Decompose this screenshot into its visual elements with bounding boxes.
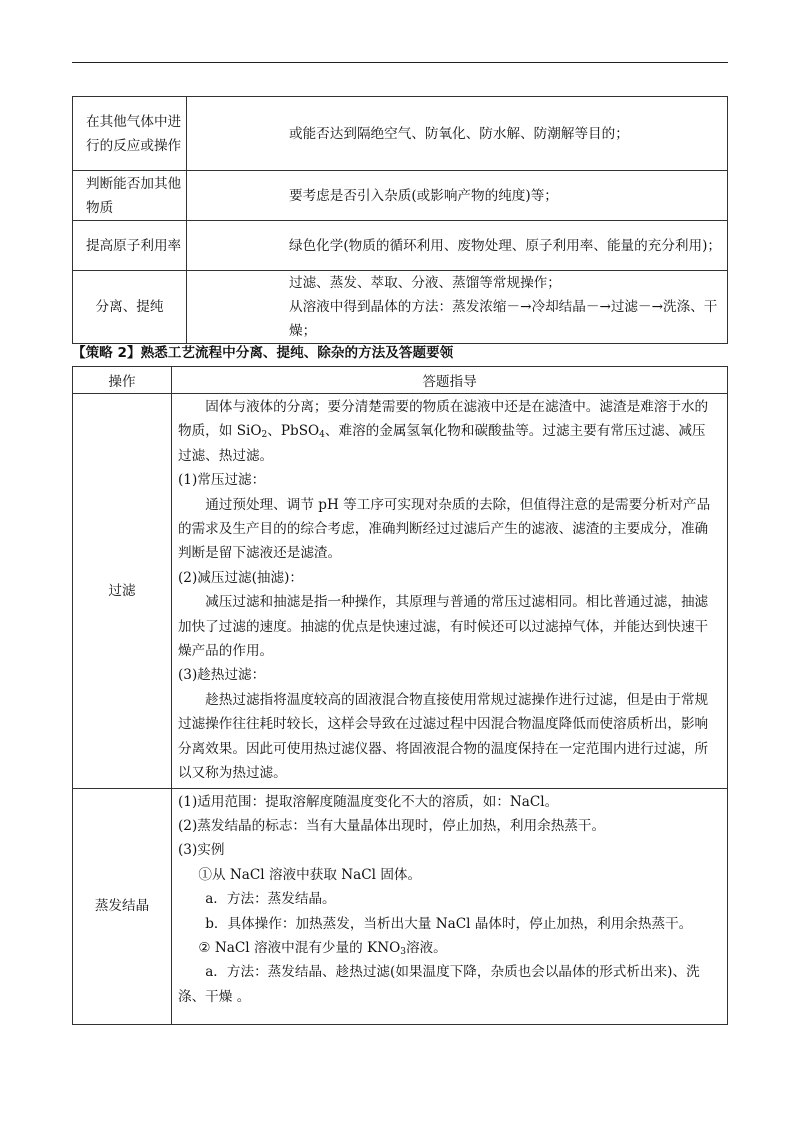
row-text — [187, 271, 728, 344]
text-fragment: 、PbSO — [267, 423, 320, 440]
table-row — [73, 171, 728, 221]
subheading-atmospheric: (1)常压过滤： — [178, 472, 266, 489]
evap-line: a．方法：蒸发结晶。 — [205, 891, 336, 908]
row-label: 判断能否加其他物质 — [73, 171, 187, 221]
header-rule — [72, 62, 728, 63]
conditions-table — [72, 96, 728, 344]
row-label-evaporation: 蒸发结晶 — [73, 788, 172, 1024]
row-label-filtration: 过滤 — [73, 394, 172, 789]
table-row — [73, 788, 728, 1024]
subheading-vacuum: (2)减压过滤(抽滤)： — [178, 569, 304, 586]
row-text — [187, 97, 728, 171]
evap-line: b．具体操作：加热蒸发，当析出大量 NaCl 晶体时，停止加热，利用余热蒸干。 — [205, 915, 693, 932]
filtration-guide — [172, 394, 728, 789]
subscript: 3 — [400, 946, 406, 957]
text-fragment: 固体与液体的分离；要分清楚需要的物质在滤液中还是在滤渣中。滤渣是难溶于水的物质，如 SiO — [178, 399, 709, 440]
evap-line: (3)实例 — [178, 842, 225, 859]
paragraph-atmospheric: 通过预处理、调节 pH 等工序可实现对杂质的去除，但值得注意的是需要分析对产品的需求及生产目的的综合考虑，准确判断经过过滤后产生的滤液、滤渣的主要成分，准确判断是留下滤液还是滤渣。 — [178, 496, 711, 562]
filtration-intro — [178, 395, 719, 468]
row-text — [187, 221, 728, 271]
table-row — [73, 394, 728, 789]
subheading-hot: (3)趁热过滤： — [178, 667, 266, 684]
paragraph-hot: 趁热过滤指将温度较高的固液混合物直接使用常规过滤操作进行过滤，但是由于常规过滤操作往往耗时较长，这样会导致在过滤过程中因混合物温度降低而使溶质析出，影响分离效果。因此可使用热过滤仪器、将固液混合物的温度保持在一定范围内进行过滤，所以又称为热过滤。 — [178, 691, 709, 782]
evap-line: (2)蒸发结晶的标志：当有大量晶体出现时，停止加热，利用余热蒸干。 — [178, 817, 606, 834]
strategy-heading: 【策略 2】熟悉工艺流程中分离、提纯、除杂的方法及答题要领 — [72, 345, 454, 361]
table-row — [73, 271, 728, 344]
row-text-line: 要考虑是否引入杂质(或影响产物的纯度)等； — [289, 187, 558, 204]
text-fragment: ② NaCl 溶液中混有少量的 KNO — [198, 939, 401, 956]
evap-line: (1)适用范围：提取溶解度随温度变化不大的溶质，如：NaCl。 — [178, 793, 559, 810]
row-text-line: 过滤、蒸发、萃取、分液、蒸馏等常规操作； — [289, 275, 561, 291]
row-text — [187, 171, 728, 221]
evap-line: a．方法：蒸发结晶、趁热过滤(如果温度下降，杂质也会以晶体的形式析出来)、洗涤、干燥 。 — [178, 964, 700, 1005]
row-label: 在其他气体中进行的反应或操作 — [73, 97, 187, 171]
subscript: 2 — [261, 430, 268, 441]
table-header-row — [73, 367, 728, 394]
separation-methods-table — [72, 366, 728, 1025]
subscript: 4 — [319, 430, 325, 441]
evap-line — [178, 936, 719, 960]
column-header-guide: 答题指导 — [172, 367, 728, 394]
column-header-operation: 操作 — [73, 367, 172, 394]
text-fragment: 、难溶的金属氢氧化物和碳酸盐等。过滤主要有常压过滤、减压过滤、热过滤。 — [178, 423, 706, 464]
evaporation-guide — [172, 788, 728, 1024]
row-label: 提高原子利用率 — [73, 221, 187, 271]
paragraph-vacuum: 减压过滤和抽滤是指一种操作，其原理与普通的常压过滤相同。相比普通过滤，抽滤加快了过滤的速度。抽滤的优点是快速过滤，有时候还可以过滤掉气体，并能达到快速干燥产品的作用。 — [178, 594, 709, 660]
text-fragment: 溶液。 — [405, 939, 447, 956]
table-row — [73, 97, 728, 171]
row-text-line: 从溶液中得到晶体的方法：蒸发浓缩－→冷却结晶－→过滤－→洗涤、干燥； — [289, 299, 718, 339]
row-text-line: 或能否达到隔绝空气、防氧化、防水解、防潮解等目的； — [289, 125, 629, 142]
evap-line: ①从 NaCl 溶液中获取 NaCl 固体。 — [198, 866, 422, 883]
table-row — [73, 221, 728, 271]
row-text-line: 绿色化学(物质的循环利用、废物处理、原子利用率、能量的充分利用)； — [289, 237, 722, 254]
row-label: 分离、提纯 — [73, 271, 187, 344]
